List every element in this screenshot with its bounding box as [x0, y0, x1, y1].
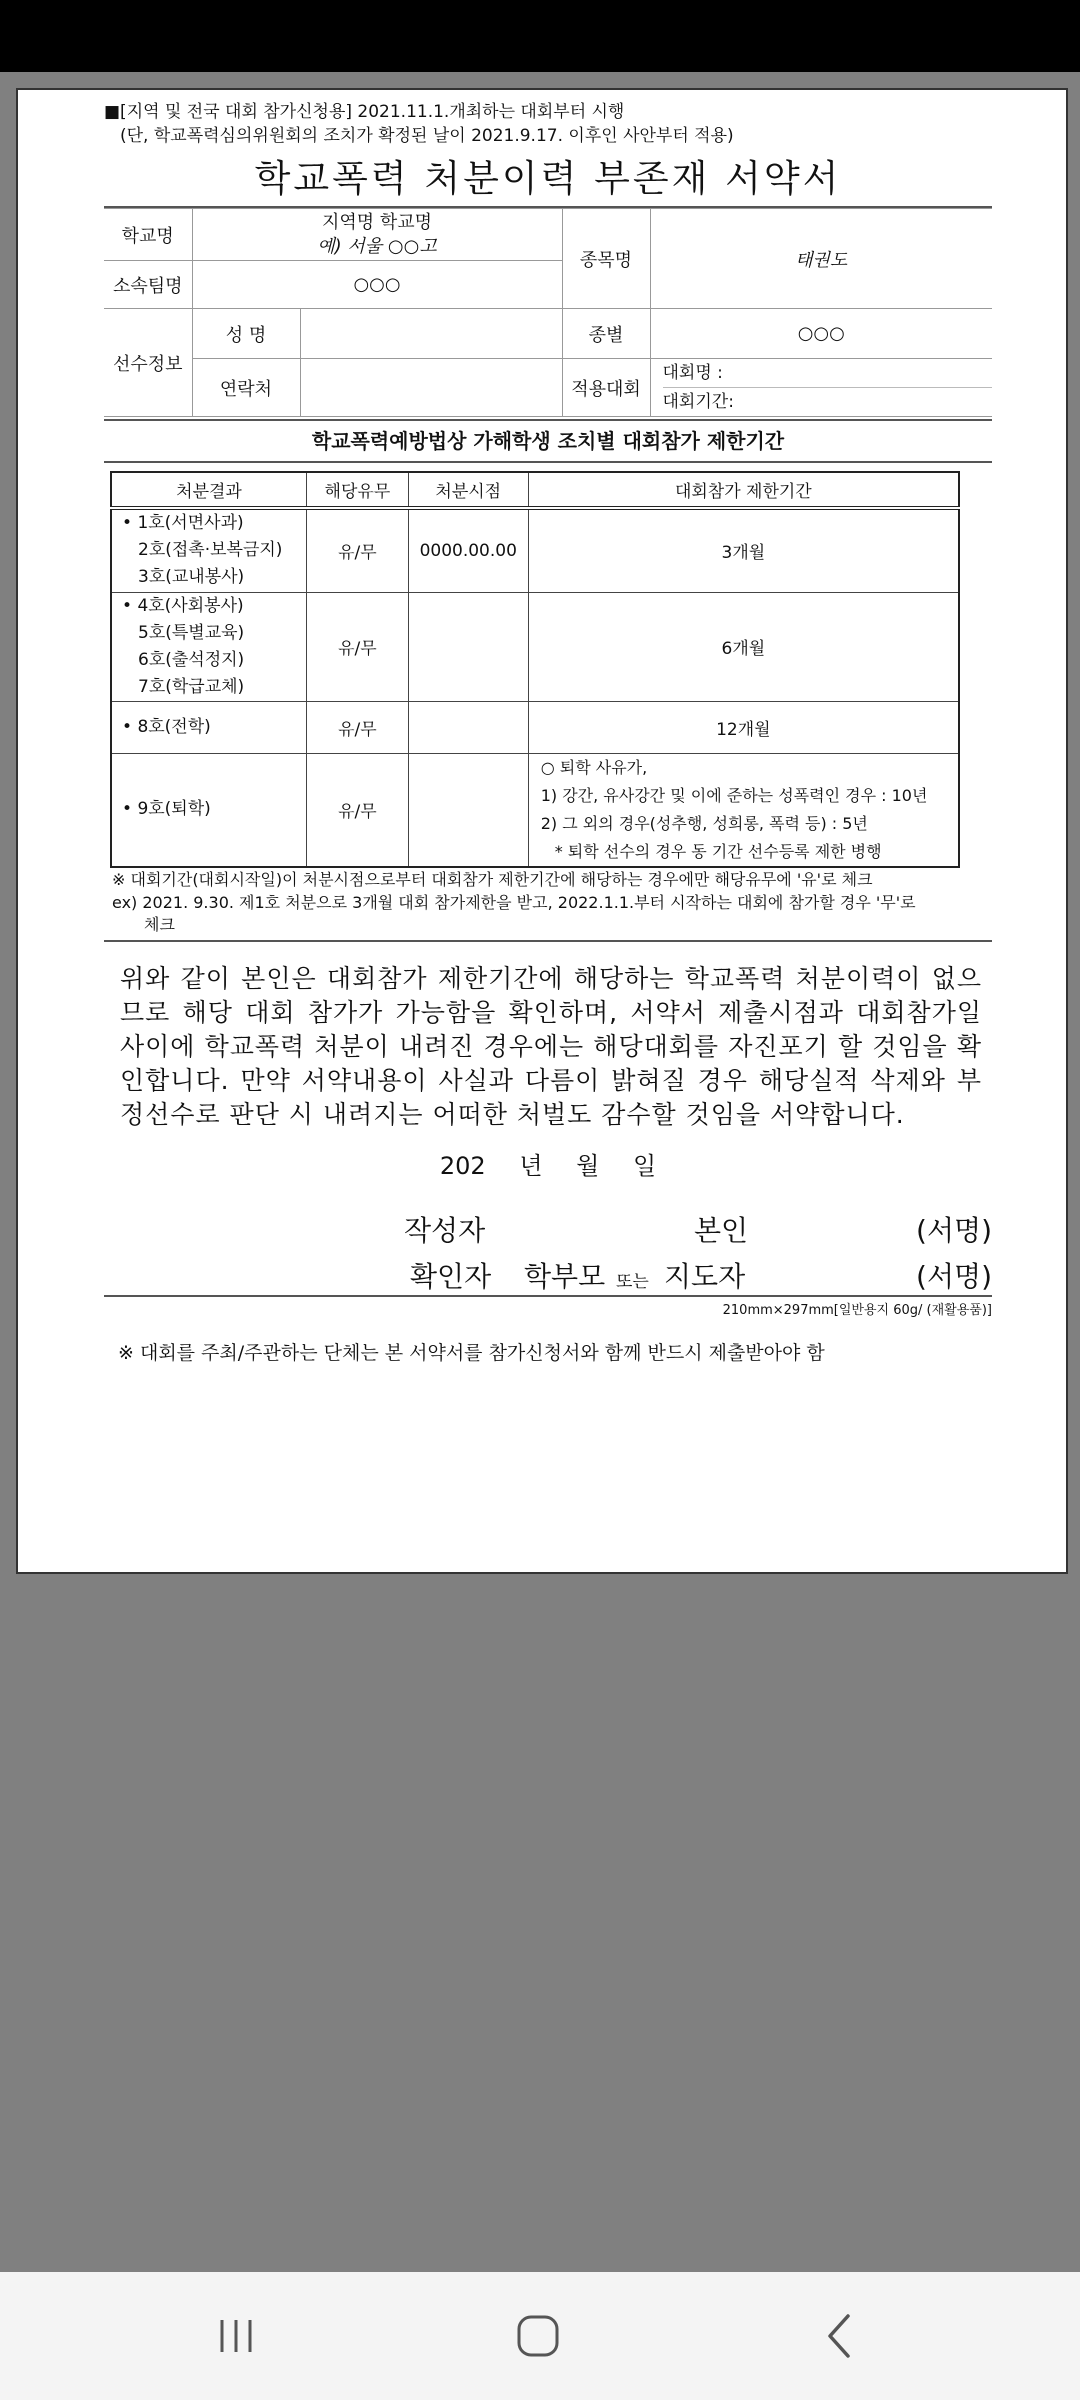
applicable-value: 유/무	[307, 508, 409, 592]
parent-label: 학부모	[524, 1259, 606, 1293]
document-title: 학교폭력 처분이력 부존재 서약서	[104, 152, 992, 208]
paper-spec: 210mm×297mm[일반용지 60g/ (재활용품)]	[722, 1302, 992, 1318]
home-icon-glyph	[515, 2313, 561, 2359]
measure-item: 2호(접촉·보복금지)	[138, 540, 283, 561]
recents-icon-glyph	[214, 2314, 258, 2358]
date-value	[408, 753, 528, 867]
expulsion-notes	[528, 753, 959, 867]
team-label: 소속팀명	[104, 261, 192, 309]
period-value: 6개월	[528, 592, 959, 701]
school-value-line1: 지역명 학교명	[321, 211, 433, 233]
pledge-text: 위와 같이 본인은 대회참가 제한기간에 해당하는 학교폭력 처분이력이 없으므로 해당 대회 참가가 가능함을 확인하며, 서약서 제출시점과 대회참가일 사이에 학교폭력 처분이 내려진 경우에는 해당대회를 자진포기 할 것임을 확인합니다. 만약 서약내용이 사실과 다름이 밝혀질 경우 해당실적 삭제와 부정선수로 판단 시 내려지는 어떠한 처벌도 감수할 것임을 서약합니다.	[120, 963, 982, 1129]
date-line: 202 년 월 일	[439, 1151, 657, 1180]
notice-line-2: (단, 학교폭력심의위원회의 조치가 확정된 날이 2021.9.17. 이후인 사안부터 적용)	[120, 126, 734, 146]
period-value: 12개월	[528, 701, 959, 753]
measure-list: • 9호(퇴학)	[111, 753, 307, 867]
signature-field-2: (서명)	[916, 1259, 992, 1293]
measure-item: 4호(사회봉사)	[137, 595, 244, 616]
expulsion-note: * 퇴학 선수의 경우 동 기간 선수등록 제한 병행	[554, 841, 882, 861]
back-icon-glyph	[820, 2312, 860, 2360]
recents-icon[interactable]	[196, 2296, 276, 2376]
footnote-2-cont: 체크	[144, 914, 175, 934]
header-applicable: 해당유무	[307, 472, 409, 508]
contact-label: 연락처	[192, 359, 300, 417]
confirmer-signature-row	[104, 1247, 992, 1293]
or-label: 또는	[616, 1271, 649, 1292]
writer-label: 작성자	[404, 1213, 486, 1247]
signature-field-1: (서명)	[916, 1213, 992, 1247]
measure-list: • 1호(서면사과) 2호(접촉·보복금지) 3호(교내봉사)	[111, 508, 307, 592]
back-icon[interactable]	[800, 2296, 880, 2376]
measure-item: 1호(서면사과)	[137, 513, 244, 534]
footnote-2: ex) 2021. 9.30. 제1호 처분으로 3개월 대회 참가제한을 받고, 2022.1.1.부터 시작하는 대회에 참가할 경우 '무'로	[112, 892, 916, 912]
date-value	[408, 701, 528, 753]
status-bar	[0, 0, 1080, 72]
writer-signature-row	[104, 1201, 992, 1247]
coach-label: 지도자	[664, 1259, 746, 1293]
table-row	[111, 753, 959, 867]
measure-item: 5호(특별교육)	[138, 622, 245, 643]
navigation-bar	[0, 2272, 1080, 2400]
player-info-label: 선수정보	[104, 309, 192, 417]
competition-value	[650, 359, 992, 417]
writer-value: 본인	[694, 1213, 749, 1247]
applicable-value: 유/무	[307, 701, 409, 753]
date-value: 0000.00.00	[408, 508, 528, 592]
contact-value	[300, 359, 562, 417]
gender-label: 종별	[562, 309, 650, 359]
expulsion-note: 2) 그 외의 경우(성추행, 성희롱, 폭력 등) : 5년	[540, 813, 868, 833]
info-table	[104, 208, 992, 417]
final-note: ※ 대회를 주최/주관하는 단체는 본 서약서를 참가신청서와 함께 반드시 제출받아야 함	[118, 1341, 825, 1364]
event-value: 태권도	[650, 209, 992, 309]
confirmer-label: 확인자	[410, 1259, 492, 1293]
applicable-value: 유/무	[307, 592, 409, 701]
measure-list: • 8호(전학)	[111, 701, 307, 753]
table-row	[111, 592, 959, 701]
expulsion-note: ○ 퇴학 사유가,	[540, 757, 648, 777]
name-label: 성 명	[192, 309, 300, 359]
header-period: 대회참가 제한기간	[528, 472, 959, 508]
measure-list: • 4호(사회봉사) 5호(특별교육) 6호(출석정지) 7호(학급교체)	[111, 592, 307, 701]
document-content	[104, 100, 992, 1365]
bottom-divider	[104, 1295, 992, 1297]
measure-item: 6호(출석정지)	[138, 649, 245, 670]
school-label: 학교명	[104, 209, 192, 261]
table-row	[111, 508, 959, 592]
name-value	[300, 309, 562, 359]
measure-item: 3호(교내봉사)	[138, 567, 245, 588]
team-value: ○○○	[192, 261, 562, 309]
expulsion-note: 1) 강간, 유사강간 및 이에 준하는 성폭력인 경우 : 10년	[540, 785, 928, 805]
table-row	[111, 701, 959, 753]
competition-label: 적용대회	[562, 359, 650, 417]
measure-item: 7호(학급교체)	[138, 676, 245, 697]
gender-value: ○○○	[650, 309, 992, 359]
notice-line-1: ■[지역 및 전국 대회 참가신청용] 2021.11.1.개최하는 대회부터 시행	[104, 102, 625, 122]
measure-item: 9호(퇴학)	[137, 799, 211, 819]
header-date: 처분시점	[408, 472, 528, 508]
footnote-1: ※ 대회기간(대회시작일)이 처분시점으로부터 대회참가 제한기간에 해당하는 경우에만 해당유무에 '유'로 체크	[112, 869, 873, 889]
date-value	[408, 592, 528, 701]
measure-item: 8호(전학)	[137, 716, 211, 737]
school-value-line2: 예) 서울 ○○고	[317, 235, 437, 257]
home-icon[interactable]	[498, 2296, 578, 2376]
period-value: 3개월	[528, 508, 959, 592]
header-result: 처분결과	[111, 472, 307, 508]
event-label: 종목명	[562, 209, 650, 309]
restriction-subtitle: 학교폭력예방법상 가해학생 조치별 대회참가 제한기간	[104, 419, 992, 463]
school-value	[192, 209, 562, 261]
restriction-table	[110, 471, 960, 868]
applicable-value: 유/무	[307, 753, 409, 867]
competition-name: 대회명 :	[662, 363, 723, 383]
competition-period: 대회기간:	[663, 387, 993, 416]
